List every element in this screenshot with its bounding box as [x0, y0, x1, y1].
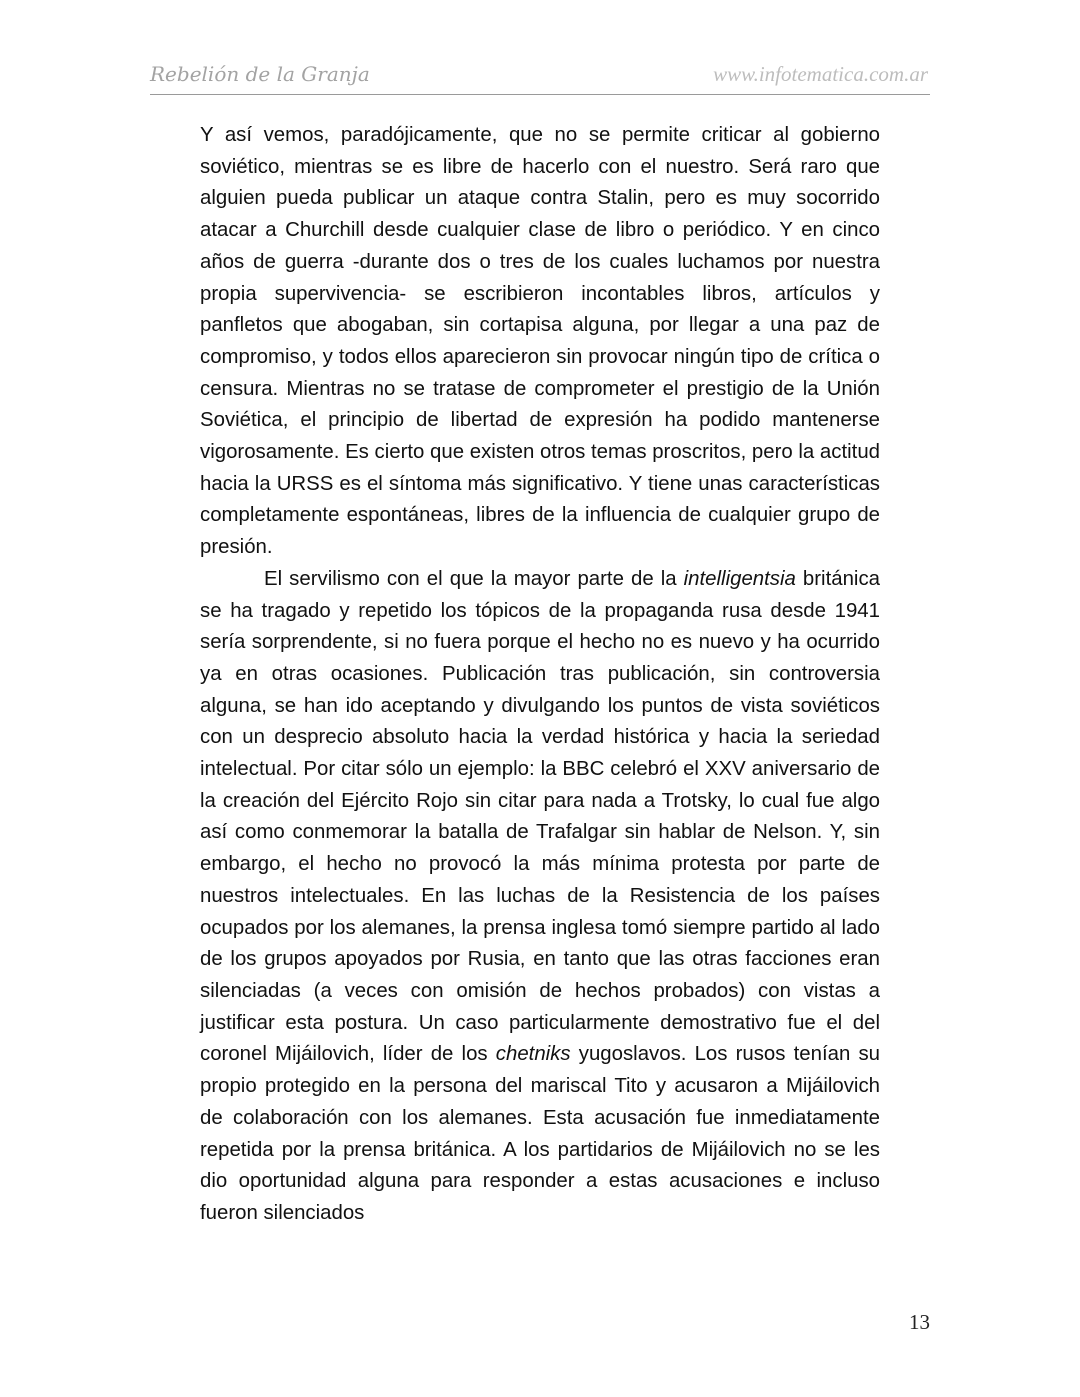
website-url: www.infotematica.com.ar	[713, 62, 928, 86]
body-text	[200, 120, 880, 1230]
paragraph	[200, 564, 880, 1230]
italic-term: intelligentsia	[683, 567, 796, 590]
paragraph: Y así vemos, paradójicamente, que no se permite criticar al gobierno soviético, mientras se es libre de hacerlo con el nuestro. Será raro que alguien pueda publicar un ataque contra Stalin, pero es muy socorrido atacar a Churchill desde cualquier clase de libro o periódico. Y en cinco años de guerra -durante dos o tres de los cuales luchamos por nuestra propia supervivencia- se escribieron incontables libros, artículos y panfletos que abogaban, sin cortapisa alguna, por llegar a una paz de compromiso, y todos ellos aparecieron sin provocar ningún tipo de crítica o censura. Mientras no se tratase de comprometer el prestigio de la Unión Soviética, el principio de libertad de expresión ha podido mantenerse vigorosamente. Es cierto que existen otros temas proscritos, pero la actitud hacia la URSS es el síntoma más significativo. Y tiene unas características completamente espontáneas, libres de la influencia de cualquier grupo de presión.	[200, 124, 881, 559]
page-number: 13	[909, 1310, 930, 1334]
book-title: Rebelión de la Granja	[150, 62, 370, 86]
paragraph-text: El servilismo con el que la mayor parte de la	[264, 567, 684, 590]
italic-term: chetniks	[495, 1043, 571, 1066]
paragraph-text: yugoslavos. Los rusos tenían su propio protegido en la persona del mariscal Tito y acusaron a Mijáilovich de colaboración con los alemanes. Esta acusación fue inmediatamente repetida por la prensa británica. A los partidarios de Mijáilovich no se les dio oportunidad alguna para responder a estas acusaciones e incluso fueron silenciados	[200, 1043, 880, 1224]
paragraph-text: británica se ha tragado y repetido los tópicos de la propaganda rusa desde 1941 sería sorprendente, si no fuera porque el hecho no es nuevo y ha ocurrido ya en otras ocasiones. Publicación tras publicación, sin controversia alguna, se han ido aceptando y divulgando los puntos de vista soviéticos con un desprecio absoluto hacia la verdad histórica y hacia la seriedad intelectual. Por citar sólo un ejemplo: la BBC celebró el XXV aniversario de la creación del Ejército Rojo sin citar para nada a Trotsky, lo cual fue algo así como conmemorar la batalla de Trafalgar sin hablar de Nelson. Y, sin embargo, el hecho no provocó la más mínima protesta por parte de nuestros intelectuales. En las luchas de la Resistencia de los países ocupados por los alemanes, la prensa inglesa tomó siempre partido al lado de los grupos apoyados por Rusia, en tanto que las otras facciones eran silenciadas (a veces con omisión de hechos probados) con vistas a justificar esta postura. Un caso particularmente demostrativo fue el del coronel Mijáilovich, líder de los	[200, 567, 880, 1066]
page-header	[150, 60, 930, 95]
